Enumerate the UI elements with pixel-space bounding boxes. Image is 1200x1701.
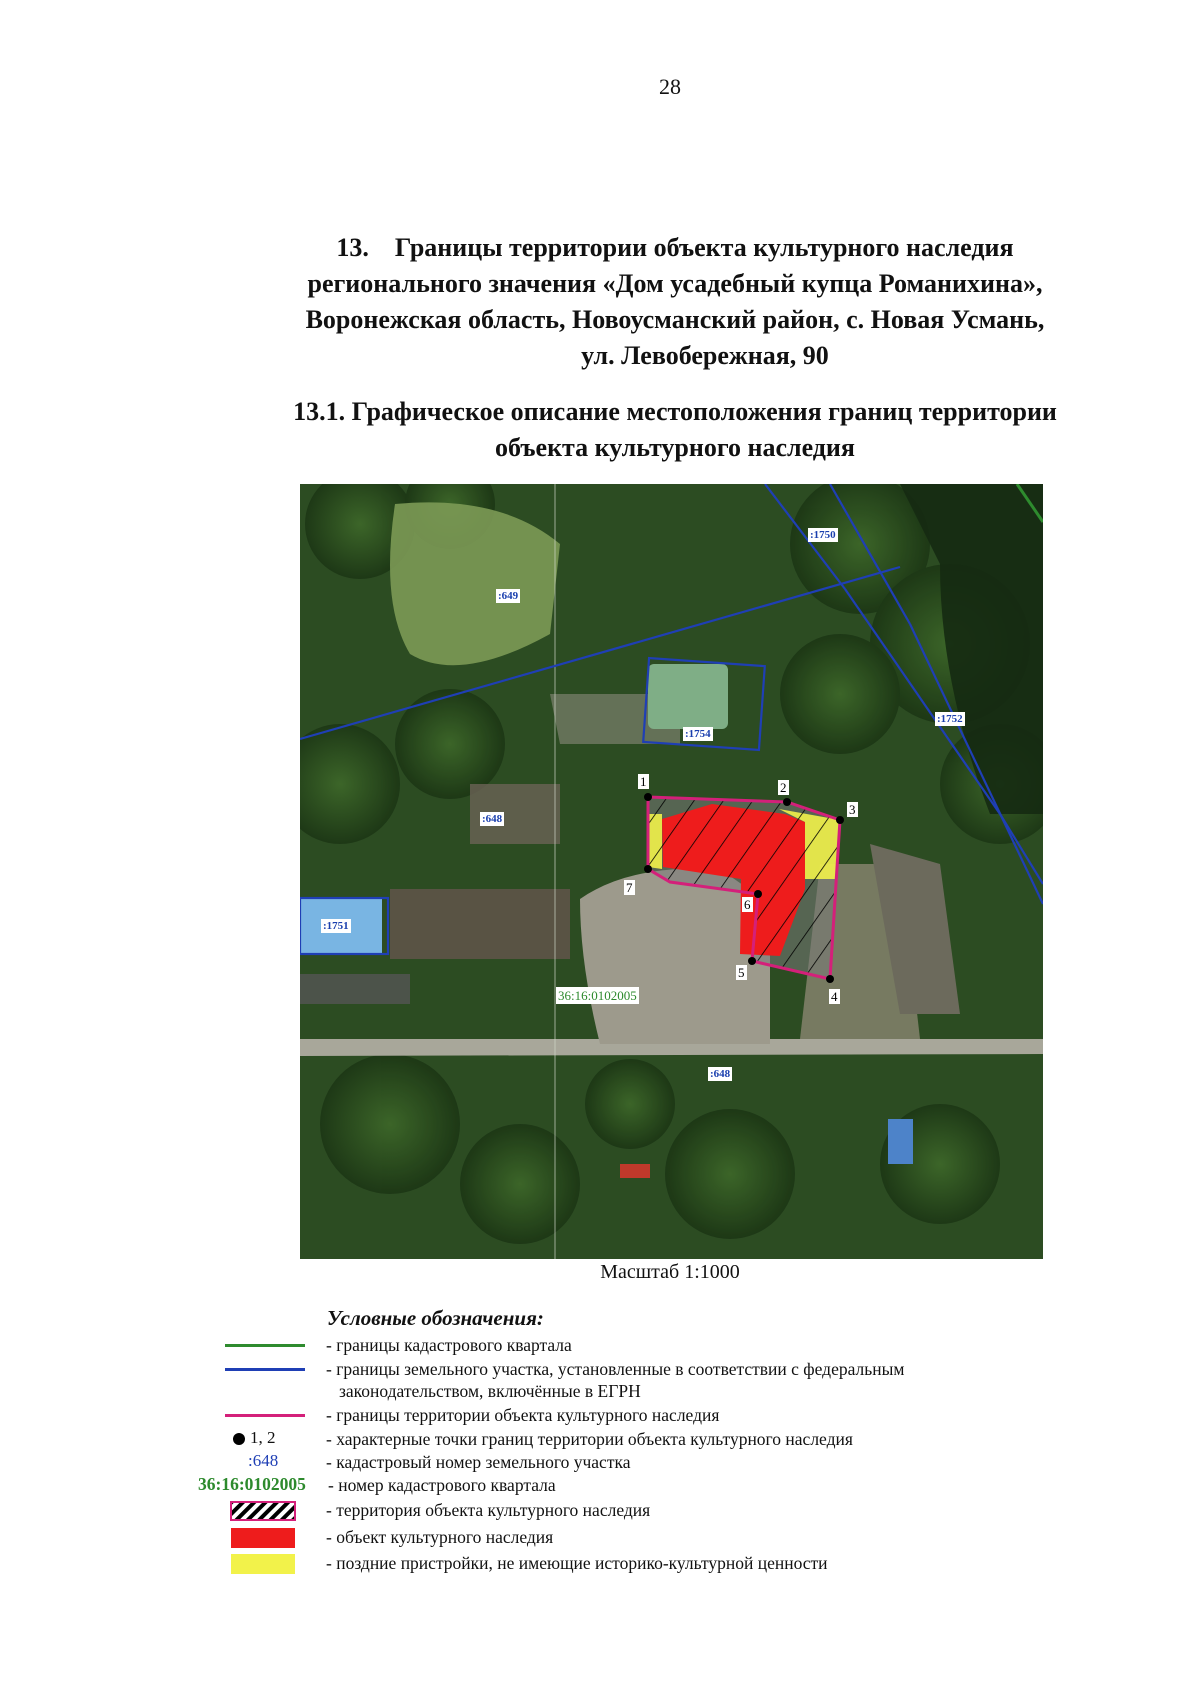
legend-text: - поздние пристройки, не имеющие историко-культурной ценности — [326, 1553, 828, 1573]
parcel-number-label: :648 — [710, 1068, 731, 1080]
subheading-line: 13.1. Графическое описание местоположения границ территории — [293, 397, 1057, 426]
yellow-box-icon — [231, 1554, 295, 1574]
aerial-photo — [300, 484, 1043, 1259]
subheading-line: объекта культурного наследия — [495, 433, 855, 462]
cadastral-quarter-label: 36:16:0102005 — [558, 988, 637, 1003]
legend-symbol-text: 1, 2 — [250, 1428, 276, 1447]
parcel-number-label: :649 — [498, 590, 519, 602]
legend-item — [0, 1552, 1200, 1576]
legend-text: законодательством, включённые в ЕГРН — [339, 1381, 641, 1401]
subsection-heading — [75, 394, 1200, 466]
cadastral-map — [300, 484, 1043, 1259]
magenta-line-icon — [225, 1414, 305, 1417]
point-label: 3 — [849, 802, 856, 817]
hatched-box-icon — [230, 1501, 296, 1521]
heading-line: ул. Левобережная, 90 — [581, 341, 829, 370]
red-box-icon — [231, 1528, 295, 1548]
point-label: 6 — [744, 897, 751, 912]
legend-item — [0, 1499, 1200, 1523]
parcel-number-label: :1752 — [937, 713, 963, 725]
legend-title: Условные обозначения: — [327, 1306, 544, 1330]
legend-text: - характерные точки границ территории объекта культурного наследия — [326, 1429, 853, 1449]
point-label: 5 — [738, 965, 745, 980]
section-heading — [75, 230, 1200, 374]
heading-line: Воронежская область, Новоусманский район, с. Новая Усмань, — [305, 305, 1045, 334]
legend-item — [0, 1428, 1200, 1452]
heading-line: регионального значения «Дом усадебный купца Романихина», — [307, 269, 1043, 298]
point-dot-icon — [233, 1433, 245, 1445]
parcel-number-label: :648 — [482, 813, 503, 825]
legend-text: - номер кадастрового квартала — [328, 1475, 556, 1495]
legend-text: - границы территории объекта культурного наследия — [326, 1405, 720, 1425]
point-label: 1 — [640, 774, 647, 789]
legend-text: - границы кадастрового квартала — [326, 1335, 572, 1355]
page-number: 28 — [659, 74, 681, 99]
blue-line-icon — [225, 1368, 305, 1371]
legend-item — [0, 1334, 1200, 1358]
legend-text: - границы земельного участка, установленные в соответствии с федеральным — [326, 1359, 905, 1379]
legend-text: - территория объекта культурного наследия — [326, 1500, 651, 1520]
point-label: 4 — [831, 989, 838, 1004]
legend-item — [0, 1451, 1200, 1475]
legend-text: - объект культурного наследия — [326, 1527, 554, 1547]
parcel-number-label: :1750 — [810, 529, 836, 541]
legend-item — [0, 1526, 1200, 1550]
parcel-number-label: :1754 — [685, 728, 711, 740]
legend-item — [0, 1404, 1200, 1428]
green-line-icon — [225, 1344, 305, 1347]
legend-item — [0, 1358, 1200, 1401]
legend-item — [0, 1474, 1200, 1498]
legend-symbol-text: 36:16:0102005 — [198, 1474, 306, 1494]
point-label: 7 — [626, 880, 633, 895]
legend-symbol-text: :648 — [248, 1451, 279, 1470]
heading-line: 13. Границы территории объекта культурного наследия — [336, 233, 1014, 262]
parcel-number-label: :1751 — [323, 920, 349, 932]
point-label: 2 — [780, 780, 787, 795]
legend-text: - кадастровый номер земельного участка — [326, 1452, 631, 1472]
map-scale: Масштаб 1:1000 — [600, 1261, 740, 1283]
